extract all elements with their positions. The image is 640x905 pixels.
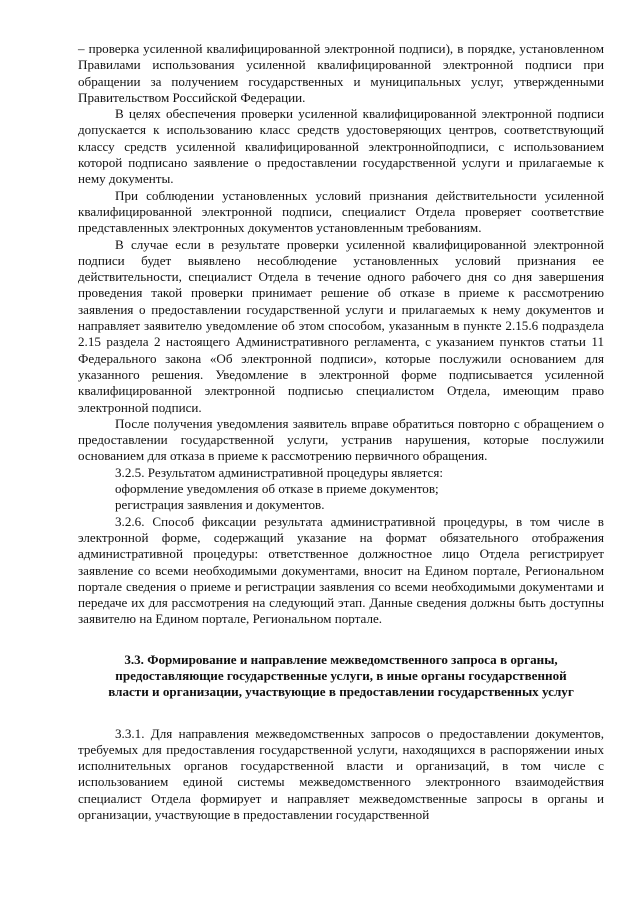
section-heading-line-3: власти и организации, участвующие в предоставлении государственных услуг [108, 684, 574, 700]
section-heading-line-1: 3.3. Формирование и направление межведомственного запроса в органы, [124, 651, 558, 667]
paragraph-repeat-request: После получения уведомления заявитель вправе обратиться повторно с обращением о предоставлении государственной услуги, устранив нарушения, которые послужили основанием для отказа в приеме к рассмотрению первичного обращения. [78, 415, 604, 464]
section-heading [78, 652, 604, 701]
paragraph-fixation-method: 3.2.6. Способ фиксации результата административной процедуры, в том числе в электронной форме, содержащий указание на формат обязательного отображения административной процедуры: ответственное должностное лицо Отдела регистрирует заявление со всеми необходимыми документами, вносит на Едином портале, Региональном портале сведения о приеме и регистрации заявления со всеми необходимыми документами и передаче их для рассмотрения на следующий этап. Данные сведения должны быть доступны заявителю на Едином портале, Региональном портале. [78, 513, 604, 627]
paragraph-result-intro: 3.2.5. Результатом административной процедуры является: [115, 464, 444, 480]
paragraph-validity-conditions: При соблюдении установленных условий признания действительности усиленной квалифицированной электронной подписи, специалист Отдела проверяет соответствие представленных электронных документов установленным требованиям. [78, 187, 604, 236]
paragraph-result-item-1: оформление уведомления об отказе в приеме документов; [115, 481, 439, 497]
paragraph-refusal-case: В случае если в результате проверки усиленной квалифицированной электронной подписи будет выявлено несоблюдение установленных условий признания ее действительности, специалист Отдела в течение одного рабочего дня со дня завершения проведения такой проверки принимает решение об отказе в приеме к рассмотрению заявления о предоставлении государственной услуги и прилагаемых к нему документов и направляет заявителю уведомление об этом способом, указанным в пункте 2.15.6 подраздела 2.15 раздела 2 настоящего Административного регламента, с указанием пунктов статьи 11 Федерального закона «Об электронной подписи», которые послужили основанием для указанного решения. Уведомление в электронной форме подписывается усиленной квалифицированной электронной подписью специалистом Отдела, имеющим право электронной подписи. [78, 236, 604, 415]
document-page [78, 41, 604, 823]
paragraph-certification-class: В целях обеспечения проверки усиленной квалифицированной электронной подписи допускается к использованию класс средств удостоверяющих центров, соответствующий классу средств усиленной квалифицированной электроннойподписи, с использованием которой подписано заявление о предоставлении государственной услуги и прилагаемые к нему документы. [78, 106, 604, 187]
paragraph-result-item-2: регистрация заявления и документов. [115, 497, 325, 513]
paragraph-signature-check: – проверка усиленной квалифицированной электронной подписи), в порядке, установленном Правилами использования усиленной квалифицированной электронной подписи при обращении за получением государственных и муниципальных услуг, утвержденными Правительством Российской Федерации. [78, 41, 604, 105]
paragraph-interagency-request: 3.3.1. Для направления межведомственных запросов о предоставлении документов, требуемых для предоставления государственной услуги, находящихся в распоряжении иных исполнительных органов государственной власти и организаций, в том числе с использованием единой системы межведомственного электронного взаимодействия специалист Отдела формирует и направляет межведомственные запросы в органы и организации, участвующие в предоставлении государственной [78, 725, 604, 823]
section-heading-line-2: предоставляющие государственные услуги, в иные органы государственной [115, 667, 567, 683]
